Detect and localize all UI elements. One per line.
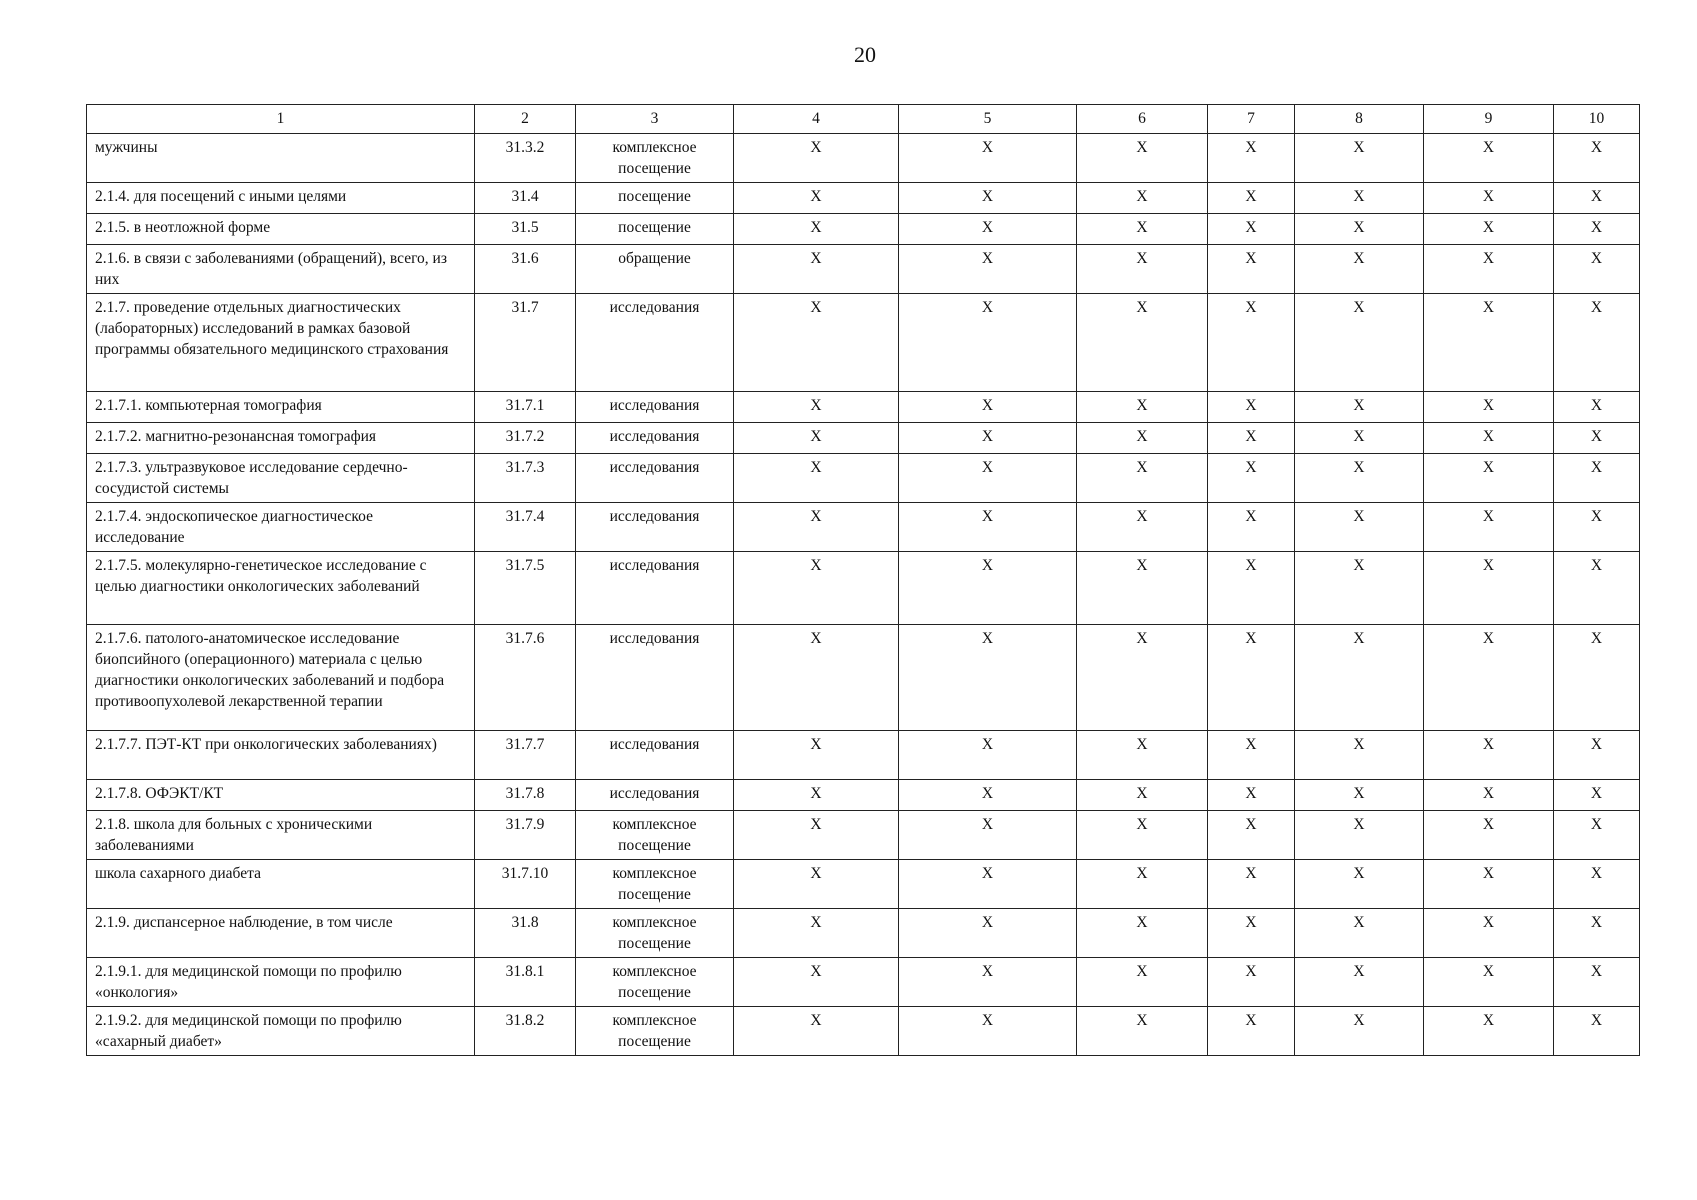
row-value-cell: X [1208,1007,1295,1056]
row-value-cell: X [1208,552,1295,625]
table-row [87,454,1640,503]
column-header: 7 [1208,105,1295,134]
table-row [87,423,1640,454]
row-value-cell: X [899,245,1077,294]
row-value-cell: X [1208,454,1295,503]
row-unit-cell: комплексное посещение [576,134,734,183]
row-value-cell: X [1208,958,1295,1007]
row-value-cell: X [1554,423,1640,454]
row-value-cell: X [1424,134,1554,183]
row-value-cell: X [734,214,899,245]
row-value-cell: X [1295,214,1424,245]
row-name-cell: 2.1.5. в неотложной форме [87,214,475,245]
row-value-cell: X [1424,860,1554,909]
row-unit-cell: исследования [576,454,734,503]
row-value-cell: X [734,811,899,860]
row-code-cell: 31.7.10 [475,860,576,909]
row-value-cell: X [734,134,899,183]
row-value-cell: X [1295,245,1424,294]
row-name-cell: 2.1.8. школа для больных с хроническими заболеваниями [87,811,475,860]
row-unit-cell: обращение [576,245,734,294]
row-value-cell: X [1208,780,1295,811]
row-value-cell: X [1295,423,1424,454]
row-value-cell: X [899,625,1077,731]
column-header: 10 [1554,105,1640,134]
row-value-cell: X [1554,134,1640,183]
table-row [87,214,1640,245]
row-value-cell: X [734,245,899,294]
row-value-cell: X [899,294,1077,392]
row-value-cell: X [1208,423,1295,454]
row-value-cell: X [1424,552,1554,625]
row-unit-cell: комплексное посещение [576,958,734,1007]
row-unit-cell: исследования [576,625,734,731]
row-code-cell: 31.7 [475,294,576,392]
row-value-cell: X [899,423,1077,454]
row-value-cell: X [1554,552,1640,625]
row-name-cell: 2.1.7.7. ПЭТ-КТ при онкологических заболеваниях) [87,731,475,780]
row-name-cell: 2.1.9.2. для медицинской помощи по профилю «сахарный диабет» [87,1007,475,1056]
row-value-cell: X [1077,294,1208,392]
row-code-cell: 31.7.6 [475,625,576,731]
row-value-cell: X [899,454,1077,503]
row-value-cell: X [1208,183,1295,214]
row-value-cell: X [734,454,899,503]
row-code-cell: 31.7.2 [475,423,576,454]
table-row [87,958,1640,1007]
row-value-cell: X [899,811,1077,860]
row-value-cell: X [1424,811,1554,860]
row-value-cell: X [1077,909,1208,958]
row-value-cell: X [1554,909,1640,958]
row-value-cell: X [899,183,1077,214]
row-name-cell: 2.1.9. диспансерное наблюдение, в том числе [87,909,475,958]
row-value-cell: X [1208,625,1295,731]
row-value-cell: X [1208,860,1295,909]
row-unit-cell: посещение [576,214,734,245]
row-value-cell: X [734,909,899,958]
row-code-cell: 31.8.1 [475,958,576,1007]
row-value-cell: X [734,183,899,214]
row-unit-cell: посещение [576,183,734,214]
row-value-cell: X [1077,214,1208,245]
row-value-cell: X [1424,503,1554,552]
row-value-cell: X [1208,503,1295,552]
row-value-cell: X [1295,909,1424,958]
row-value-cell: X [899,134,1077,183]
row-value-cell: X [1295,552,1424,625]
table-row [87,731,1640,780]
row-value-cell: X [1077,423,1208,454]
row-name-cell: 2.1.7. проведение отдельных диагностических (лабораторных) исследований в рамках базовой программы обязательного медицинского страхования [87,294,475,392]
table-row [87,294,1640,392]
row-value-cell: X [1077,134,1208,183]
row-name-cell: 2.1.7.1. компьютерная томография [87,392,475,423]
row-value-cell: X [1424,909,1554,958]
row-value-cell: X [734,731,899,780]
row-value-cell: X [1077,503,1208,552]
column-header: 6 [1077,105,1208,134]
row-value-cell: X [1295,294,1424,392]
row-value-cell: X [899,214,1077,245]
row-value-cell: X [899,909,1077,958]
row-value-cell: X [734,294,899,392]
row-value-cell: X [1554,731,1640,780]
row-value-cell: X [899,1007,1077,1056]
row-value-cell: X [1424,1007,1554,1056]
row-value-cell: X [1424,245,1554,294]
row-value-cell: X [1295,625,1424,731]
row-value-cell: X [1554,245,1640,294]
column-header: 9 [1424,105,1554,134]
row-value-cell: X [1208,731,1295,780]
row-value-cell: X [1077,780,1208,811]
row-value-cell: X [1208,134,1295,183]
row-name-cell: 2.1.7.3. ультразвуковое исследование сердечно-сосудистой системы [87,454,475,503]
row-unit-cell: исследования [576,294,734,392]
row-value-cell: X [1424,731,1554,780]
row-value-cell: X [1208,214,1295,245]
row-value-cell: X [1295,1007,1424,1056]
row-value-cell: X [899,958,1077,1007]
row-unit-cell: исследования [576,731,734,780]
row-value-cell: X [1077,245,1208,294]
table-row [87,245,1640,294]
row-value-cell: X [734,392,899,423]
row-name-cell: мужчины [87,134,475,183]
table-row [87,811,1640,860]
row-unit-cell: исследования [576,503,734,552]
row-code-cell: 31.8.2 [475,1007,576,1056]
row-unit-cell: комплексное посещение [576,909,734,958]
table-row [87,780,1640,811]
row-value-cell: X [1554,392,1640,423]
data-table [86,104,1640,1056]
row-value-cell: X [1295,731,1424,780]
row-code-cell: 31.7.9 [475,811,576,860]
row-value-cell: X [1077,731,1208,780]
row-value-cell: X [1295,392,1424,423]
row-value-cell: X [1208,392,1295,423]
row-value-cell: X [1424,958,1554,1007]
row-value-cell: X [1554,860,1640,909]
row-value-cell: X [1554,625,1640,731]
row-value-cell: X [1295,860,1424,909]
row-value-cell: X [1077,392,1208,423]
row-value-cell: X [1077,625,1208,731]
table-row [87,860,1640,909]
row-value-cell: X [1208,294,1295,392]
row-value-cell: X [1554,780,1640,811]
row-value-cell: X [1424,214,1554,245]
row-value-cell: X [1077,1007,1208,1056]
row-value-cell: X [734,625,899,731]
row-value-cell: X [1295,503,1424,552]
row-value-cell: X [734,1007,899,1056]
row-unit-cell: комплексное посещение [576,860,734,909]
row-name-cell: 2.1.4. для посещений с иными целями [87,183,475,214]
row-value-cell: X [1077,552,1208,625]
row-code-cell: 31.7.8 [475,780,576,811]
row-code-cell: 31.4 [475,183,576,214]
row-code-cell: 31.5 [475,214,576,245]
row-unit-cell: исследования [576,392,734,423]
row-name-cell: 2.1.7.2. магнитно-резонансная томография [87,423,475,454]
row-value-cell: X [899,731,1077,780]
row-value-cell: X [1077,811,1208,860]
row-value-cell: X [899,552,1077,625]
row-value-cell: X [1554,811,1640,860]
row-value-cell: X [1554,214,1640,245]
row-value-cell: X [1554,183,1640,214]
row-code-cell: 31.7.1 [475,392,576,423]
row-value-cell: X [734,958,899,1007]
row-value-cell: X [1554,1007,1640,1056]
row-value-cell: X [1554,958,1640,1007]
column-header: 3 [576,105,734,134]
row-name-cell: 2.1.7.6. патолого-анатомическое исследование биопсийного (операционного) материала с целью диагностики онкологических заболеваний и подбора противоопухолевой лекарственной терапии [87,625,475,731]
row-value-cell: X [734,503,899,552]
row-value-cell: X [734,780,899,811]
row-value-cell: X [1424,423,1554,454]
row-name-cell: школа сахарного диабета [87,860,475,909]
row-value-cell: X [1295,183,1424,214]
row-value-cell: X [1077,454,1208,503]
table-row [87,1007,1640,1056]
table-row [87,183,1640,214]
row-value-cell: X [734,860,899,909]
row-value-cell: X [734,552,899,625]
column-header: 1 [87,105,475,134]
row-value-cell: X [1424,780,1554,811]
row-value-cell: X [1077,860,1208,909]
row-value-cell: X [1424,454,1554,503]
row-value-cell: X [1554,294,1640,392]
row-value-cell: X [1208,811,1295,860]
column-header: 5 [899,105,1077,134]
column-header: 2 [475,105,576,134]
row-unit-cell: комплексное посещение [576,811,734,860]
row-value-cell: X [1077,183,1208,214]
row-value-cell: X [1077,958,1208,1007]
row-name-cell: 2.1.6. в связи с заболеваниями (обращений), всего, из них [87,245,475,294]
row-name-cell: 2.1.7.4. эндоскопическое диагностическое исследование [87,503,475,552]
table-row [87,909,1640,958]
row-value-cell: X [899,860,1077,909]
row-code-cell: 31.7.5 [475,552,576,625]
row-value-cell: X [1554,503,1640,552]
row-value-cell: X [1424,294,1554,392]
row-value-cell: X [734,423,899,454]
table-header-row [87,105,1640,134]
table-body [87,105,1640,1056]
column-header: 4 [734,105,899,134]
page-number: 20 [854,42,876,67]
row-value-cell: X [1554,454,1640,503]
row-value-cell: X [1424,183,1554,214]
row-unit-cell: исследования [576,780,734,811]
row-value-cell: X [1295,454,1424,503]
row-code-cell: 31.7.7 [475,731,576,780]
table-row [87,392,1640,423]
row-code-cell: 31.7.3 [475,454,576,503]
row-unit-cell: исследования [576,552,734,625]
row-code-cell: 31.3.2 [475,134,576,183]
table-row [87,625,1640,731]
row-value-cell: X [1424,625,1554,731]
row-name-cell: 2.1.7.5. молекулярно-генетическое исследование с целью диагностики онкологических заболеваний [87,552,475,625]
row-value-cell: X [1208,909,1295,958]
table-row [87,552,1640,625]
row-value-cell: X [1424,392,1554,423]
row-code-cell: 31.6 [475,245,576,294]
row-unit-cell: исследования [576,423,734,454]
row-value-cell: X [1208,245,1295,294]
row-name-cell: 2.1.7.8. ОФЭКТ/КТ [87,780,475,811]
row-unit-cell: комплексное посещение [576,1007,734,1056]
row-name-cell: 2.1.9.1. для медицинской помощи по профилю «онкология» [87,958,475,1007]
row-value-cell: X [899,780,1077,811]
row-value-cell: X [1295,134,1424,183]
table-row [87,503,1640,552]
column-header: 8 [1295,105,1424,134]
row-code-cell: 31.7.4 [475,503,576,552]
row-value-cell: X [1295,780,1424,811]
row-value-cell: X [899,503,1077,552]
row-value-cell: X [1295,811,1424,860]
row-value-cell: X [1295,958,1424,1007]
row-value-cell: X [899,392,1077,423]
row-code-cell: 31.8 [475,909,576,958]
table-row [87,134,1640,183]
